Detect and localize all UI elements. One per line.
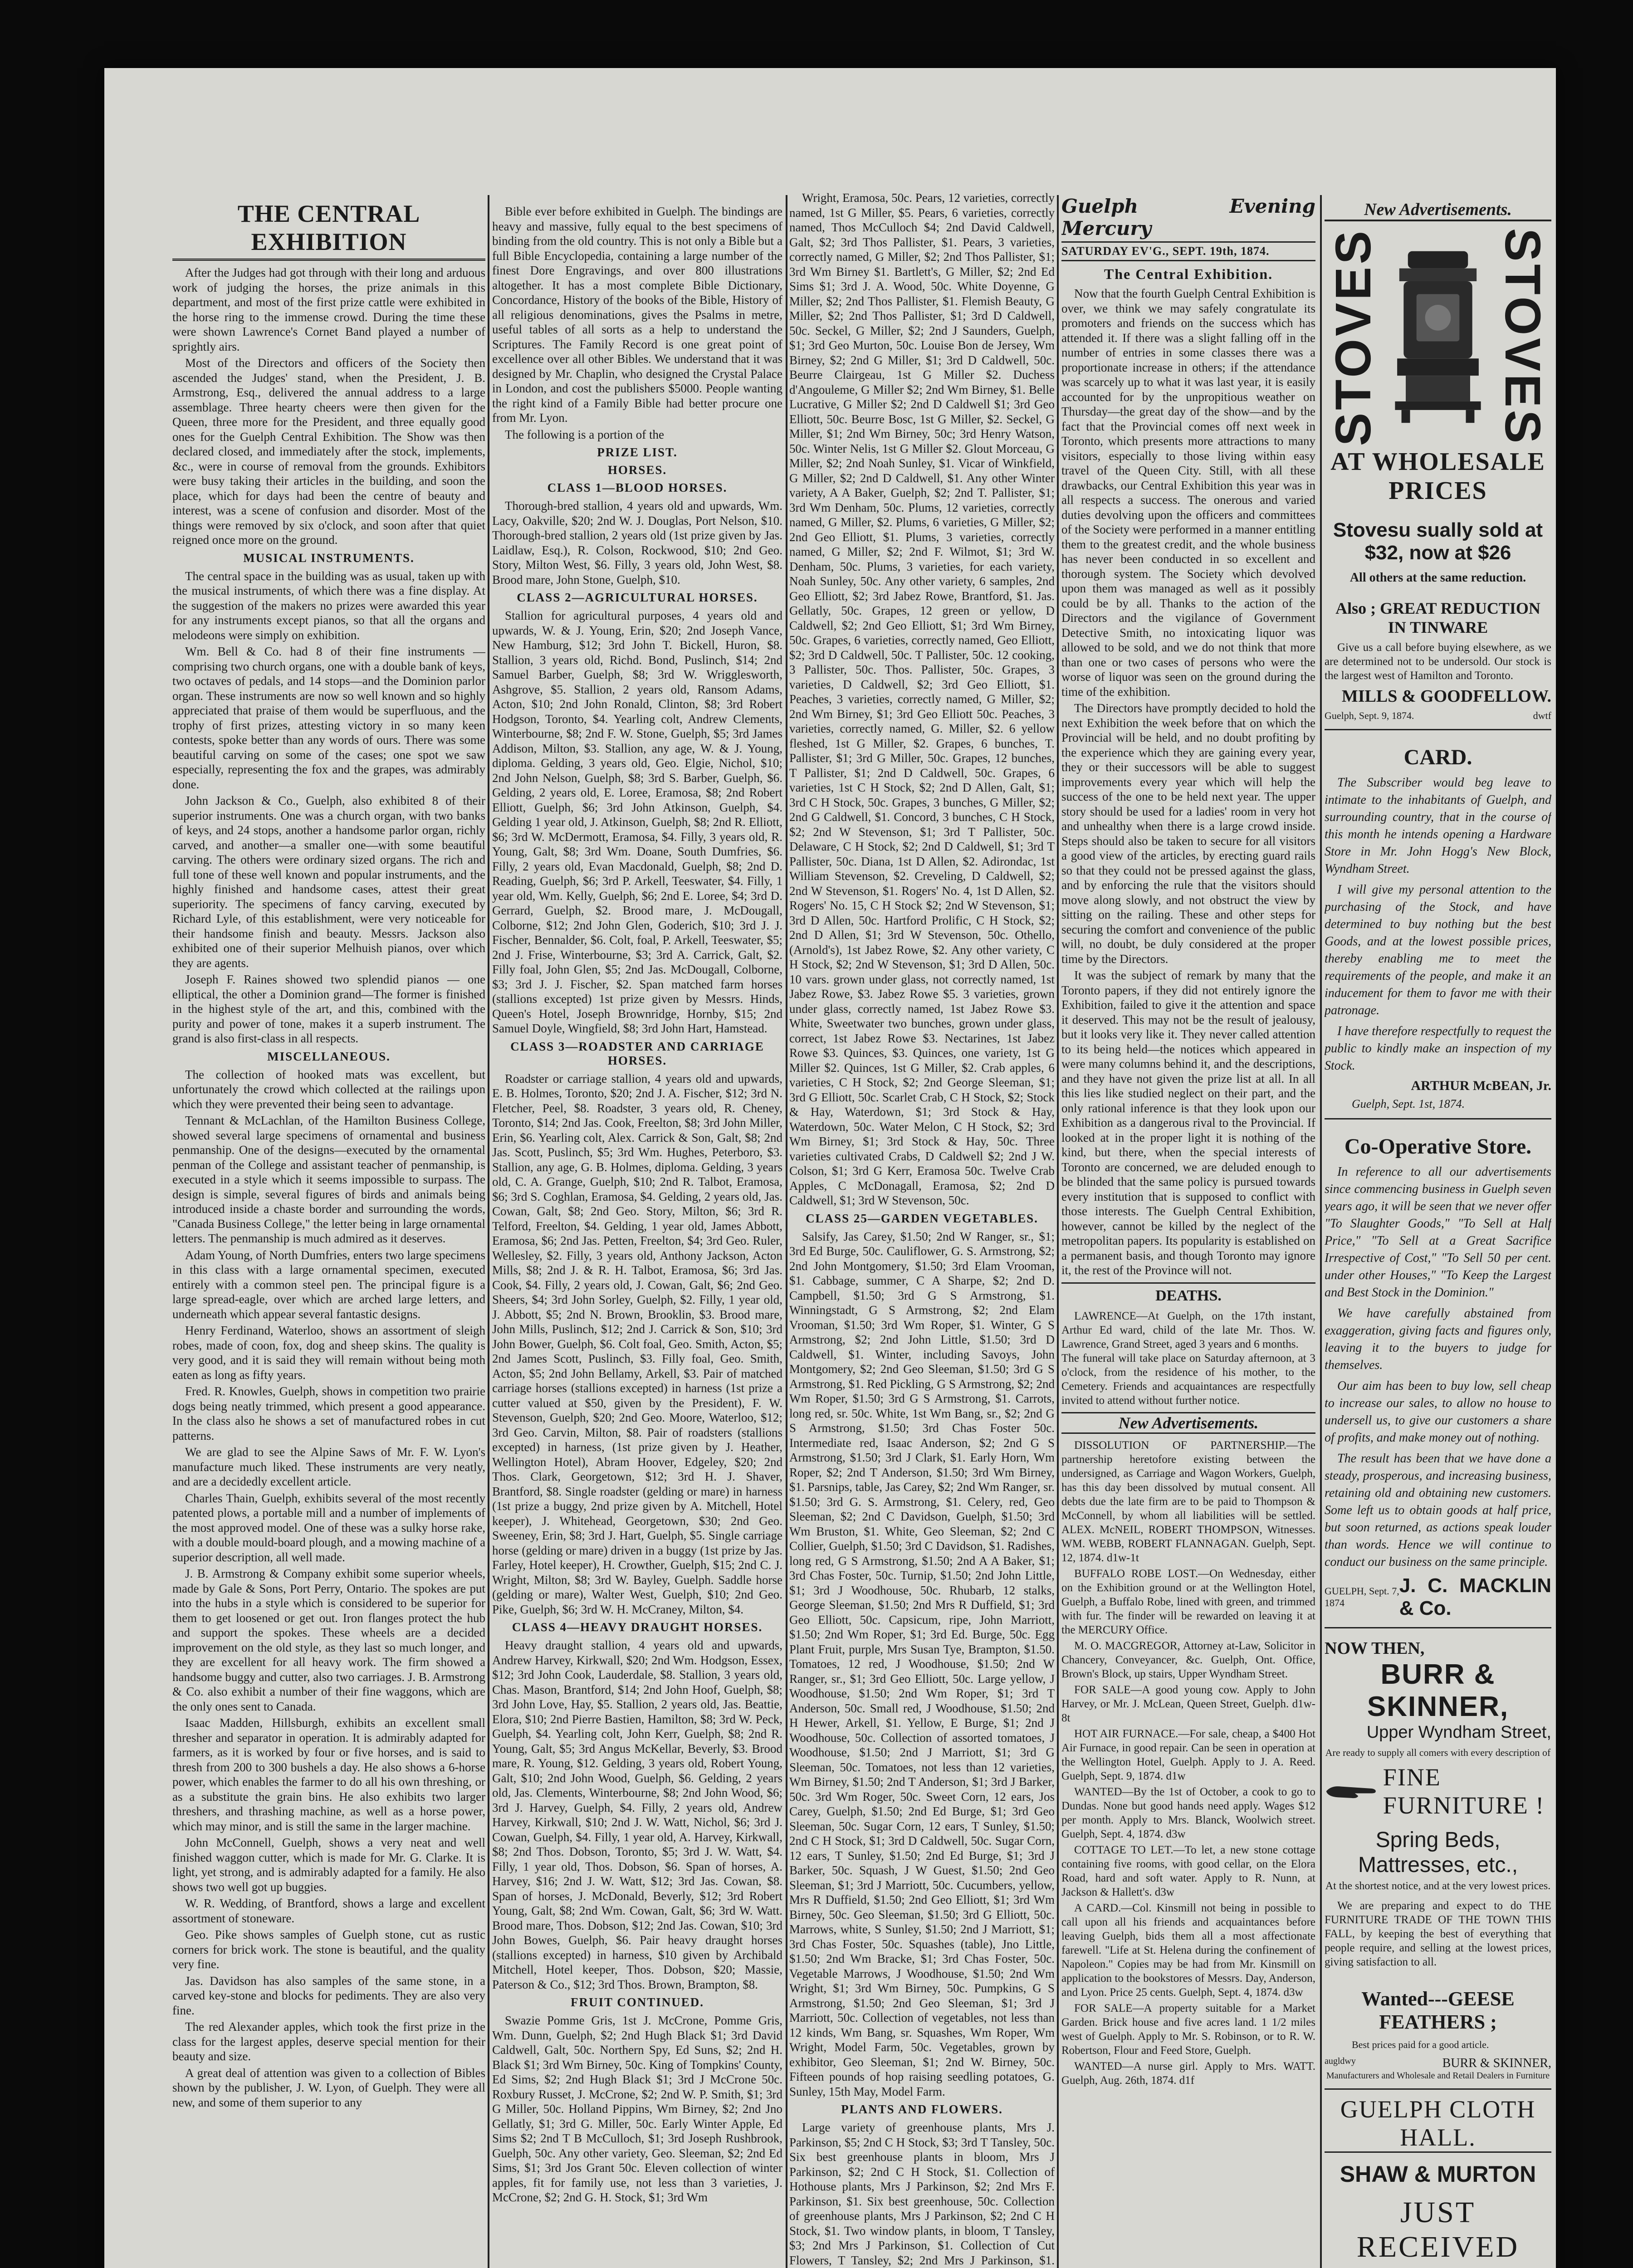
coop-date: GUELPH, Sept. 7, 1874 <box>1325 1585 1399 1608</box>
tinware-banner: Also ; GREAT REDUCTION IN TINWARE <box>1335 599 1540 636</box>
card-paragraph: The Subscriber would beg leave to intimate to the inhabitants of Guelph, and surrounding country, that in the course of this month he intends opening a Hardware Store in Mr. John Hogg's New Block, Wyndham Street. <box>1325 776 1551 876</box>
deaths-heading: DEATHS. <box>1061 1282 1315 1305</box>
paragraph: After the Judges had got through with their long and arduous work of judging the horses, the prize animals in this department, and most of the first prize cattle were exhibited in the horse ring to the immense crowd. During the time these were shown Lawrence's Cornet Band played a number of sprightly airs. <box>172 266 485 353</box>
section-subhead: HORSES. <box>607 463 667 477</box>
pointing-hand-icon <box>1325 1778 1379 1805</box>
paragraph: Bible ever before exhibited in Guelph. The bindings are heavy and massive, fully equal to the best specimens of binding from the old country. This is not only a Bible but a full Bible Encyclopedia, containing a large number of the finest Dore Engravings, and over 800 illustrations altogether. It has a most complete Bible Dictionary, Concordance, History of the books of the Bible, History of all religious denominations, gives the Psalms in metre, useful tables of all sorts as a help to understand the Scriptures. The Family Record is one great point of excellence over all other Bibles. We understand that it was designed by Mr. Chaplin, who designed the Crystal Palace in London, and cost the publishers $5000. People wanting the right kind of a Family Bible had better procure one from Mr. Lyon. <box>492 205 782 425</box>
paragraph: Most of the Directors and officers of the Society then ascended the Judges' stand, when the President, J. B. Armstrong, Esq., delivered the annual address to a large assemblage. Three hearty cheers were then given for the Queen, three more for the President, and three equally good ones for the Guelph Central Exhibition. The Show was then declared closed, and immediately after the stock, implements, &c., were in course of removal from the grounds. Exhibitors were busy taking their articles in the building, and soon the place, which for days had been the centre of beauty and interest, was a scene of confusion and disorder. Most of the things were removed by six o'clock, and soon after that quiet reigned once more on the ground. <box>172 356 485 547</box>
article-paragraphs <box>492 2013 782 2205</box>
card-paragraph: I will give my personal attention to the purchasing of the Stock, and have determined to buy nothing but the best Goods, and at the lowest possible prices, thereby enabling me to meet the requirements of the people, and make it an inducement for them to favor me with their patronage. <box>1325 883 1551 1017</box>
now-then-label: NOW THEN, <box>1325 1639 1425 1658</box>
class-heading: CLASS 25—GARDEN VEGETABLES. <box>806 1211 1038 1225</box>
paragraph: A CARD.—Col. Kinsmill not being in possible to call upon all his friends and acquaintances before leaving Guelph, bids them all a most affectionate farewell. "Life at St. Helena during the confinement of Napoleon." Copies may be had from Mr. Kinsmill on application to the bookstores of Messrs. Day, Anderson, and Lyon. Price 25 cents. Guelph, Sept. 4, 1874. d3w <box>1061 1901 1315 1999</box>
article-paragraphs <box>492 608 782 1036</box>
coop-paragraph: Our aim has been to buy low, sell cheap to increase our sales, to allow no house to undersell us, to give our customers a share of profits, and make money out of nothing. <box>1325 1379 1551 1445</box>
column-rule <box>1320 195 1322 2268</box>
column-rule <box>488 195 489 2268</box>
reduction-note: All others at the same reduction. <box>1349 571 1526 585</box>
stoves-word-left: STOVES <box>1325 228 1381 446</box>
cooperative-store-advertisement <box>1325 1125 1551 1628</box>
card-title: CARD. <box>1403 745 1472 769</box>
class-heading: PLANTS AND FLOWERS. <box>841 2102 1003 2116</box>
burr-code: augldwy <box>1325 2056 1356 2066</box>
paragraph: Salsify, Jas Carey, $1.50; 2nd W Ranger, sr., $1; 3rd Ed Burge, 50c. Cauliflower, G. S. Armstrong, $2; 2nd John Montgomery, $1.50; 3rd Elam Vrooman, $1. Cabbage, summer, C A Sharpe, $2; 2nd D. Campbell, $1.50; 3rd G S Armstrong, $1. Winningstadt, G S Armstrong, $2; 2nd Elam Vrooman, $1.50; 3rd Wm Roper, $1. Winter, G S Armstrong, $2; 2nd John Little, $1.50; 3rd D Caldwell, $1. Winter, including Savoys, John Montgomery, $2; 2nd Geo Sleeman, $1.50; 3rd G S Armstrong, $1. Red Pickling, G S Armstrong, $2; 2nd Wm Roper, $1.50; 3rd G S Armstrong, $1. Carrots, long red, sr. 50c. White, 1st Wm Bang, sr., $2; 2nd G S Armstrong, $1.50; 3rd Chas Foster 50c. Intermediate red, Isaac Anderson, $2; 2nd G S Armstrong, $1.50; 3rd J Clark, $1. Early Horn, Wm Roper, $2; 2nd T Anderson, $1.50; 3rd Wm Birney, $1. Parsnips, table, Jas Carey, $2; 2nd Wm Ranger, sr. $1.50; 3rd G. S. Armstrong, $1. Celery, red, Geo Sleeman, $2; 2nd C Davidson, Guelph, $1.50; 3rd Wm Bruston, $1. White, Geo Sleeman, $2; 2nd C Collier, Guelph, $1.50; 3rd C Davidson, $1. Radishes, long red, G S Armstrong, $1.50; 2nd A A Baker, $1; 3rd Chas Foster, 50c. Turnip, $1.50; 2nd John Little, $1; 3rd J Woodhouse, 50c. Rhubarb, 12 stalks, George Sleeman, $1.50; 2nd Mrs R Duffield, $1; 3rd Geo Elliott, 50c. Capsicum, ripe, John Marriott, $1.50; 2nd Wm Roper, $1; 3rd Ed. Burge, 50c. Egg Plant Fruit, purple, Mrs Susan Tye, Brampton, $1.50. Tomatoes, 12 red, J Woodhouse, $1.50; 2nd W Ranger, sr., $1; 3rd Geo Elliott, 50c. Large yellow, J Woodhouse, $1.50; 2nd Wm Roper, $1; 3rd T Anderson, 50c. Small red, J Woodhouse, $1.50; 2nd H Hewer, Arkell, $1. Yellow, E Burge, $1; 2nd J Woodhouse, 50c. Collection of assorted tomatoes, J Woodhouse, $1.50; 2nd J Marriott, $1; 3rd G Sleeman, 50c. Tomatoes, not less than 12 varieties, Wm Birney, $1.50; 2nd T Anderson, $1; 3rd J Barker, 50c. 3rd Wm Roger, 50c. Sweet Corn, 12 ears, Jos Carey, Guelph, $1.50; 2nd Ed Burge, $1; 3rd Geo Sleeman, 50c. Sugar Corn, 12 ears, T Sunley, $1.50; 2nd C H Stock, $1; 3rd D Caldwell, 50c. Sugar Corn, 12 ears, T Sunley, $1.50; 2nd Ed Burge, $1; 3rd J Barker, 50c. Squash, J W Guest, $1.50; 2nd Geo Sleeman, $1; 3rd J Marriott, 50c. Cucumbers, yellow, Mrs R Duffield, $1.50; 2nd Geo Elliott, $1; 3rd Wm Birney, 50c. Geo Sleeman, $1.50; 3rd G Elliott, 50c. Marrows, white, S Sunley, $1.50; 2nd J Marriott, $1; 3rd Chas Foster, 50c. Squashes (table), Jno Little, $1.50; 2nd Wm Bracke, $1; 3rd Chas Foster, 50c. Vegetable Marrows, J Woodhouse, $1.50; 2nd Wm Wright, $1; 3rd Wm Birney, 50c. Pumpkins, G S Armstrong, $1.50; 2nd Geo Sleeman, $1; 3rd J Marriott, 50c. Collection of vegetables, not less than 12 kinds, Wm Bang, sr. Squashes, Wm Roper, Wm Wright, Model Farm, 50c. Vegetables, grown by exhibitor, Geo Sleeman, $1; 2nd W. Birney, 50c. Fifteen pounds of hop raising seedling potatoes, G. Sunley, 15th May, Model Farm. <box>789 1229 1055 2098</box>
newspaper-masthead: Guelph Evening Mercury <box>1061 195 1315 240</box>
paragraph: Thorough-bred stallion, 4 years old and upwards, Wm. Lacy, Oakville, $20; 2nd W. J. Douglas, Port Nelson, $10. Thorough-bred stallion, 2 years old (1st prize given by Jas. Laidlaw, Esq.), R. Colson, Rockwood, $10; 2nd Geo. Story, Milton West, $6. Filly, 3 years old, John West, $8. Brood mare, John Stone, Guelph, $10. <box>492 499 782 587</box>
paragraph: M. O. MACGREGOR, Attorney at-Law, Solicitor in Chancery, Conveyancer, &c. Guelph, Ont. Office, Brown's Block, up stairs, Upper Wyndham Street. <box>1061 1639 1315 1680</box>
paragraph: It was the subject of remark by many that the Toronto papers, if they did not entirely ignore the Exhibition, failed to give it the attention and space it deserved. This may not be the result of jealousy, but it looks very like it. They never called attention to its being held—the notices which appeared in were many columns behind it, and the descriptions, and they have not given the prize list at all. In all this lies like studied neglect on their part, and the only rational inference is that they look upon our Exhibition as a dangerous rival to the Provincial. If looked at in the proper light it is nothing of the kind, but there, when the special interests of Toronto are concerned, we are deluded enough to be blinded that the same policy is pursued towards every institution that is supposed to conflict with those interests. The Guelph Central Exhibition, however, cannot be killed by the neglect of the metropolitan papers. Its popularity is established on a permanent basis, and though Toronto may ignore it, the rest of the Province will not. <box>1061 968 1315 1277</box>
wholesale-prices-banner: AT WHOLESALE PRICES <box>1330 448 1545 505</box>
paragraph: Henry Ferdinand, Waterloo, shows an assortment of sleigh robes, made of coon, fox, dog and sheep skins. The quality is very good, and it is said they will remain without being moth eaten as long as fifty years. <box>172 1324 485 1382</box>
paragraph: FOR SALE—A good young cow. Apply to John Harvey, or Mr. J. McLean, Queen Street, Guelph. d1w-8t <box>1061 1683 1315 1724</box>
cloth-hall-advertisement <box>1325 2095 1551 2268</box>
paragraph: WANTED—By the 1st of October, a cook to go to Dundas. None but good hands need apply. Wages $12 per month. Apply to Mrs. Blanck, Woolwich street. Guelph, Sept. 4, 1874. d3w <box>1061 1785 1315 1840</box>
paragraph: Swazie Pomme Gris, 1st J. McCrone, Pomme Gris, Wm. Dunn, Guelph, $2; 2nd Hugh Black $1; 3rd David Caldwell, Galt, 50c. Northern Spy, Ed Suns, $2; 2nd H. Black $1; 3rd Wm Birney, 50c. King of Tompkins' County, Ed Sims, $2; 2nd Hugh Black $1; 3rd J McCrone 50c. Roxbury Russet, J. McCrone, $2; 2nd W. P. Smith, $1; 3rd G Miller, 50c. Holland Pippins, Wm Birney, $2; 2nd Jno Gellatly, $1; 3rd G. Miller, 50c. Early Winter Apple, Ed Sims $2; 2nd T B McCulloch, $1; 3rd Joseph Rushbrook, Guelph, 50c. Any other variety, Geo. Sleeman, $2; 2nd Ed Sims, $1; 3rd Jos Grant 50c. Eleven collection of winter apples, fit for family use, not less than 3 varieties, J. McCrone, $2; 2nd G. H. Stock, $1; 3rd Wm <box>492 2014 782 2204</box>
fine-furniture-banner: FINE FURNITURE ! <box>1383 1764 1545 1819</box>
article-paragraphs <box>789 191 1055 1208</box>
shaw-murton-title: SHAW & MURTON <box>1340 2161 1536 2187</box>
class-heading: CLASS 4—HEAVY DRAUGHT HORSES. <box>512 1620 763 1634</box>
coop-paragraph: The result has been that we have done a steady, prosperous, and increasing business, retaining old and obtaining new customers. Some left us to obtain goods at half price, but soon returned, as actions speak louder than words. Hence we will continue to conduct our business on the same principle. <box>1325 1452 1551 1569</box>
paragraph: Isaac Madden, Hillsburgh, exhibits an excellent small thresher and separator in operation. It is admirably adapted for farmers, as it is worked by four or five horses, and is said to thresh from 200 to 300 bushels a day. He also shows a 6-horse power, which enables the farmer to do all his own threshing, or as a substitute the grain bins. He also exhibits two larger threshers, and thrashing machine, as well as a horse power, which may minor, and is still the same in the larger machine. <box>172 1716 485 1833</box>
column-rule <box>1057 195 1059 2268</box>
editorial-title: The Central Exhibition. <box>1104 266 1273 282</box>
article-headline: THE CENTRAL EXHIBITION <box>172 200 485 261</box>
column-4 <box>1061 195 1315 2268</box>
paragraph: Roadster or carriage stallion, 4 years old and upwards, E. B. Holmes, Toronto, $20; 2nd J. A. Fischer, $12; 3rd N. Fletcher, Peel, $8. Roadster, 3 years old, R. Cheney, Toronto, $14; 2nd Jas. Cook, Freelton, $8; 3rd John Miller, Erin, $6. Yearling colt, Alex. Carrick & Son, Galt, $8; 2nd Jas. Scott, Puslinch, $5; 3rd Wm. Hughes, Peterboro, $3. Stallion, any age, G. B. Holmes, diploma. Gelding, 3 years old, C. A. Grange, Guelph, $10; 2nd R. Talbot, Eramosa, $6; 3rd S. Coghlan, Eramosa, $4. Gelding, 2 years old, Jas. Cowan, Galt, $8; 2nd Geo. Story, Milton, $6; 3rd R. Telford, Freelton, $4. Gelding, 1 year old, James Abbott, Eramosa, $6; 2nd Jas. Petten, Freelton, $4; 3rd Geo. Ruler, Wellesley, $2. Filly, 3 years old, Anthony Jackson, Acton Mills, $8; 2nd J. & R. H. Talbot, Eramosa, $6; 3rd Jas. Cook, $4. Filly, 2 years old, J. Cowan, Galt, $6; 2nd Geo. Sheers, $4; 3rd John Sorley, Guelph, $2. Filly, 1 year old, J. Abbott, $5; 2nd N. Brown, Brooklin, $3. Brood mare, John Mills, Puslinch, $12; 2nd J. Carrick & Son, $10; 3rd John Bower, Guelph, $6. Colt foal, Geo. Smith, Acton, $5; 2nd James Scott, Puslinch, $3. Filly foal, Geo. Smith, Acton, $5; 2nd John Bellamy, Arkell, $3. Pair of matched carriage horses (stallions excepted) in harness (1st prize a cutter valued at $50, given by the President), F. W. Stevenson, Guelph, $20; 2nd Geo. Moore, Waterloo, $12; 3rd Geo. Carvin, Milton, $8. Pair of roadsters (stallions excepted) in harness, (1st prize given by J. Heather, Wellington Hotel), Abram Hoover, Edgeley, $20; 2nd Thos. Clark, Georgetown, $12; 3rd H. J. Shaver, Brantford, $8. Single roadster (gelding or mare) in harness (1st prize a buggy, 2nd prize given by A. Mitchell, Hotel keeper), J. Whitehead, Georgetown, $30; 2nd Geo. Sweeney, Erin, $8; 3rd J. Hart, Guelph, $5. Single carriage horse (gelding or mare) driven in a buggy (1st prize by Jas. Farley, Hotel keeper), H. Crowther, Guelph, $15; 2nd C. J. Wright, Milton, $8; 3rd W. Bayley, Guelph. Saddle horse (gelding or mare), Walter West, Guelph, $10; 2nd Geo. Pike, Guelph, $6; 3rd W. H. McCraney, Milton, $4. <box>492 1071 782 1616</box>
coop-title: Co-Operative Store. <box>1344 1134 1532 1158</box>
class-heading: FRUIT CONTINUED. <box>570 1995 704 2009</box>
column-3 <box>789 191 1055 2268</box>
column-1 <box>172 200 485 2268</box>
burr-prepare-note: We are preparing and expect to do THE FURNITURE TRADE OF THE TOWN THIS FALL, by keeping the best of everything that people require, and selling at the lowest prices, giving satisfaction to all. <box>1325 1900 1551 1968</box>
article-paragraphs <box>172 1067 485 2110</box>
card-advertisement <box>1325 736 1551 1119</box>
paragraph: Large variety of greenhouse plants, Mrs J. Parkinson, $5; 2nd C H Stock, $3; 3rd T Tansley, 50c. Six best greenhouse plants in bloom, Mrs J Parkinson, $2; 2nd C H Stock, $1. Collection of Hothouse plants, Mrs J Parkinson, $2; 2nd Mrs F. Parkinson, $1. Six best greenhouse, 50c. Collection of greenhouse plants, Mrs J Parkinson, $2; 2nd C H Stock, $1. Two window plants, in bloom, T Tansley, $3; 2nd Mrs J Parkinson, $1. Collection of Cut Flowers, T Tansley, $2; 2nd Mrs J Parkinson, $1. <box>789 2121 1055 2267</box>
coop-paragraph: We have carefully abstained from exaggeration, giving facts and figures only, leaving it to the buyers to judge for themselves. <box>1325 1306 1551 1372</box>
class-heading: CLASS 3—ROADSTER AND CARRIAGE HORSES. <box>510 1039 764 1067</box>
paragraph: The red Alexander apples, which took the first prize in the class for the largest apples, deserve special mention for their beauty and size. <box>172 2020 485 2063</box>
paragraph: DISSOLUTION OF PARTNERSHIP.—The partnership heretofore existing between the undersigned, as Carriage and Wagon Workers, Guelph, has this day been dissolved by mutual consent. All debts due the late firm are to be paid to Thompson & McConnell, by whom all liabilities will be settled. ALEX. McNEIL, ROBERT THOMPSON, Witnesses. WM. WEBB, ROBERT FLANNAGAN. Guelph, Sept. 12, 1874. d1w-1t <box>1061 1439 1315 1564</box>
stoves-word-right: STOVES <box>1495 228 1550 446</box>
tinware-note: Give us a call before buying elsewhere, as we are determined not to be undersold. Our stock is the largest west of Hamilton and Toronto. <box>1325 641 1551 682</box>
paragraph: Charles Thain, Guelph, exhibits several of the most recently patented plows, a portable mill and a number of implements of the most approved model. One of these was a sulky horse rake, with a double mould-board plough, and a mowing machine of a superior description, all well made. <box>172 1491 485 1564</box>
mills-goodfellow-signature: MILLS & GOODFELLOW. <box>1341 687 1551 706</box>
paragraph: The Directors have promptly decided to hold the next Exhibition the week before that on which the Provincial will be held, and no doubt profiting by the experience which they are gaining every year, they or their successors will be able to suggest improvements every year which will help the success of the one to be held next year. The upper story should be used for a ladies' room in very hot and unhealthy when there is a large crowd inside. Steps should also be taken to secure for all visitors a good view of the articles, by erecting guard rails so that they could not be pressed against the glass, and by enforcing the rule that the visitors should move along slowly, and not obstruct the view by sitting on the railing. These and other steps for securing the comfort and convenience of the public will, no doubt, be duly considered at the proper time by the Directors. <box>1061 701 1315 966</box>
burr-skinner-title: BURR & SKINNER, <box>1367 1659 1509 1722</box>
macklin-signature: J. C. MACKLIN & Co. <box>1399 1574 1551 1619</box>
paragraph: Tennant & McLachlan, of the Hamilton Business College, showed several large specimens of ornamental and business penmanship. One of the designs—executed by the ornamental penman of the College and assistant teacher of penmanship, is executed in a style which it seems impossible to surpass. The design is simple, several figures of birds and animals being introduced inside a chaste border and surrounding the words, "Canada Business College," the letter being in large ornamental letters. The penmanship is much admired as it deserves. <box>172 1114 485 1245</box>
article-paragraphs <box>789 1229 1055 2099</box>
article-paragraphs <box>492 204 782 442</box>
paragraph: Fred. R. Knowles, Guelph, shows in competition two prairie dogs being neatly trimmed, which present a good appearance. In the class also he shows a set of manufactured robes in cut patterns. <box>172 1384 485 1442</box>
paragraph: BUFFALO ROBE LOST.—On Wednesday, either on the Exhibition ground or at the Wellington Hotel, Guelph, a Buffalo Robe, lined with green, and trimmed with fur. The finder will be rewarded on leaving it at the MERCURY Office. <box>1061 1567 1315 1636</box>
mills-code: dwtf <box>1533 710 1551 721</box>
paragraph: The central space in the building was as usual, taken up with the musical instruments, of which there was a fine display. At the suggestion of the makers no prizes were awarded this year for any instruments except pianos, so that all the organs and melodeons were simply on exhibition. <box>172 569 485 642</box>
burr-manufacturers-note: Manufacturers and Wholesale and Retail Dealers in Furniture <box>1326 2071 1550 2081</box>
paragraph: Adam Young, of North Dumfries, enters two large specimens in this class with a large ornamental specimen, executed entirely with a common steel pen. The principal figure is a large spread-eagle, over which are arched large letters, and underneath which appear several fantastic designs. <box>172 1248 485 1321</box>
paragraph: W. R. Wedding, of Brantford, shows a large and excellent assortment of stoneware. <box>172 1897 485 1925</box>
dateline: SATURDAY EV'G., SEPT. 19th, 1874. <box>1061 241 1315 261</box>
article-paragraphs <box>492 1071 782 1617</box>
paragraph: J. B. Armstrong & Company exhibit some superior wheels, made by Gale & Sons, Port Perry, Ontario. The spokes are put into the hubs in a style which is considered to be superior for them to get loosened or get out. Iron flanges protect the hub and support the spokes. These wheels are a decided improvement on the old style, as they last so much longer, and they are excellent for all heavy work. The firm showed a handsome buggy and cutter, also two carriages. J. B. Armstrong & Co. also exhibit a number of their fine waggons, which are the only ones sent to Canada. <box>172 1567 485 1713</box>
paragraph: A great deal of attention was given to a collection of Bibles shown by the publisher, J. W. Lyon, of Guelph. They were all new, and some of them superior to any <box>172 2066 485 2109</box>
stove-illustration-icon <box>1382 242 1494 432</box>
article-paragraphs <box>172 265 485 547</box>
new-advertisements-heading: New Advertisements. <box>1325 200 1551 221</box>
paragraph: Heavy draught stallion, 4 years old and upwards, Andrew Harvey, Kirkwall, $20; 2nd Wm. Hodgson, Essex, $12; 3rd John Cook, Lauderdale, $8. Stallion, 3 years old, Chas. Mason, Brantford, $14; 2nd John Hoof, Guelph, $8; 3rd John Love, Hay, $5. Stallion, 2 years old, Jas. Beattie, Elora, $10; 2nd Pierre Bastien, Hamilton, $8; 3rd W. Peck, Guelph, $4. Yearling colt, John Kerr, Guelph, $8; 2nd R. Young, Galt, $5; 3rd Angus McKellar, Beverly, $3. Brood mare, R. Young, $12. Gelding, 3 years old, Robert Young, Galt, $10; 2nd John Wood, Guelph, $6. Gelding, 2 years old, Jas. Clements, Winterbourne, $8; 2nd John Wood, $6; 3rd J. Harvey, Guelph, $4. Filly, 2 years old, Andrew Harvey, Kirkwall, $10; 2nd J. W. Watt, Nichol, $6; 3rd J. Cowan, Guelph, $4. Filly, 1 year old, A. Harvey, Kirkwall, $8; 2nd Thos. Dobson, Toronto, $5; 3rd J. W. Watt, $4. Filly, 1 year old, Thos. Dobson, $6. Span of horses, A. Harvey, $16; 2nd J. W. Watt, $12; 3rd Jas. Cowan, $8. Span of horses, J. McDonald, Beverly, $12; 3rd Robert Young, Galt, $8; 2nd Wm. Cowan, Galt, $6; 3rd W. Watt. Brood mare, Thos. Dobson, $12; 2nd Jas. Cowan, $10; 3rd John Bowes, Guelph, $6. Pair heavy draught horses (stallions excepted) in harness, $10 given by Archibald Mitchell, Hotel keeper, Thos. Dobson, $20; Massie, Paterson & Co., $12; 3rd Thos. Brown, Brampton, $8. <box>492 1638 782 1991</box>
geese-note: Best prices paid for a good article. <box>1352 2039 1489 2050</box>
classified-ads <box>1061 1438 1315 2087</box>
geese-feathers-wanted: Wanted---GEESE FEATHERS ; <box>1361 1988 1515 2033</box>
class-heading: CLASS 2—AGRICULTURAL HORSES. <box>517 591 758 604</box>
burr-signature: BURR & SKINNER, <box>1442 2056 1551 2070</box>
stove-price-line: Stovesu sually sold at $32, now at $26 <box>1333 519 1543 564</box>
paragraph: HOT AIR FURNACE.—For sale, cheap, a $400 Hot Air Furnace, in good repair. Can be seen in operation at the Wellington Hotel, Guelph. Apply to J. A. Reed. Guelph, Sept. 9, 1874. d1w <box>1061 1727 1315 1782</box>
article-paragraphs <box>172 569 485 1046</box>
article-paragraphs <box>492 1638 782 1992</box>
column-5 <box>1325 200 1551 2268</box>
paragraph: WANTED—A nurse girl. Apply to Mrs. WATT. Guelph, Aug. 26th, 1874. d1f <box>1061 2060 1315 2087</box>
column-2 <box>492 204 782 2268</box>
mills-date: Guelph, Sept. 9, 1874. <box>1325 710 1414 721</box>
spring-beds-line: Spring Beds, Mattresses, etc., <box>1358 1828 1518 1877</box>
column-rule <box>786 195 787 2268</box>
paragraph: Wright, Eramosa, 50c. Pears, 12 varieties, correctly named, 1st G Miller, $5. Pears, 6 varieties, correctly named, Thos McCulloch $4; 2nd David Caldwell, Galt, $2; 3rd Thos Pallister, $1. Pears, 3 varieties, correctly named, G Miller, $2; 2nd Thos Pallister, $1; 3rd Wm Birney $1. Bartlett's, G Miller, $2; 2nd Ed Sims $1; 3rd J. A. Wood, 50c. White Doyenne, G Miller, $2; 2nd Thos Pallister, $1. Flemish Beauty, G Miller, $2; 2nd Thos Pallister, $1; 3rd D Caldwell, 50c. Seckel, G Miller, $2; 2nd J Saunders, Guelph, $1; 3rd Geo Murton, 50c. Louise Bon de Jersey, Wm Birney, $2; 2nd G Miller, $1; 3rd D Caldwell, 50c. Beurre Clairgeau, 1st G Miller $2. Duchess d'Angouleme, G Miller $2; 2nd Wm Birney, $1. Belle Lucrative, G Miller $2; 2nd D Caldwell $1; 3rd Geo Elliott, 50c. Beurre Bosc, 1st G Miller, $2. Seckel, G Miller, $1; 2nd Wm Birney, 50c; 3rd Henry Watson, 50c. Winter Nelis, 1st G Miller $2. Glout Morceau, G Miller, $2; 2nd Noah Sunley, $1. Vicar of Winkfield, G Miller, $2; 2nd D Caldwell, $1. Any other Winter variety, A A Baker, Guelph, $2; 2nd T. Pallister, $1; 3rd Wm Denham, 50c. Plums, 12 varieties, correctly named, G Miller, $2. Plums, 6 varieties, G Miller, $2; 2nd Geo Elliott, $1. Plums, 3 varieties, correctly named, G Miller, $2; 2nd F. Wilmot, $1; 3rd W. Denham, 50c. Plums, 3 varieties, for each variety, Noah Sunley, 50c. Any other variety, 6 samples, 2nd Geo Elliott, $2; 3rd Jabez Rowe, Brantford, $1. Jas. Gellatly, 50c. Grapes, 12 green or yellow, D Caldwell, $2; 2nd Geo Elliott, $1; 3rd Wm Birney, 50c. Grapes, 6 varieties, correctly named, Geo Elliott, $2; 3rd D Caldwell, 50c. T Pallister, 50c. 12 cooking, 3 Pallister, 50c. Thos. Pallister, 50c. Grapes, 3 varieties, D Caldwell, $2; 3rd Geo Elliott, $1. Peaches, 3 varieties, correctly named, G Miller, $2; 2nd Wm Birney, $1; 3rd Geo Elliott 50c. Peaches, 3 varieties, correctly named, G. Miller, $2. 6 yellow fleshed, 1st G Miller, $2. Grapes, 6 bunches, T. Pallister, $1; 3rd G Miller, 50c. Grapes, 12 bunches, T Pallister, $1; 2nd D Caldwell, 50c. Grapes, 6 varieties, 1st C H Stock, $2; 2nd D Allen, Galt, $1; 3rd C H Stock, 50c. Grapes, 3 bunches, G Miller, $2; 2nd G Caldwell, $1. Concord, 3 bunches, C H Stock, $2; 2nd W Stevenson, $1; 3rd T Pallister, 50c. Delaware, C H Stock, $2; 2nd D Caldwell, $1; 3rd T Pallister, 50c. Diana, 1st D Allen, $2. Adirondac, 1st William Stevenson, $2. Creveling, D Caldwell, $2; 2nd W Stevenson, $1. Rogers' No. 4, 1st D Allen, $2. Rogers' No. 15, C H Stock $2; 2nd W Stevenson, $1; 3rd D Allen, 50c. Hartford Prolific, C H Stock, $2; 2nd D Allen, $1; 3rd W Stevenson, 50c. Othello, (Arnold's), 1st Jabez Rowe, $2. Any other variety, C H Stock, $2; 2nd W Stevenson, $1; 3rd D Allen, 50c. 10 vars. grown under glass, not correctly named, 1st Jabez Rowe, $3. Jabez Rowe $5. 3 varieties, grown under glass, correctly named, 1st Jabez Rowe $3. White, Sweetwater two bunches, grown under glass, correct, 1st Jabez Rowe $3. Nectarines, 1st Jabez Rowe $3. Quinces, $3. Quinces, one variety, 1st G Miller $2. Quinces, 1st G Miller, $2. Crab apples, 6 varieties, C H Stock, $2; 2nd George Sleeman, $1; 3rd G Elliott, 50c. Scarlet Crab, C H Stock, $2; Stock & Hay, Waterdown, $1; 3rd Stock & Hay, Waterdown, 50c. Water Melon, C H Stock, $2; 3rd Wm Birney, $1; 3rd Stock & Hay, 50c. Three varieties cultivated Crabs, D Caldwell $2; 2nd J W. Colson, $1; 3rd G Kerr, Eramosa 50c. Twelve Crab Apples, C McDonagall, Eramosa, $2; 2nd D Caldwell, $1; 3rd W Stevenson, 50c. <box>789 191 1055 1207</box>
burr-notice: At the shortest notice, and at the very lowest prices. <box>1325 1880 1551 1892</box>
paragraph: COTTAGE TO LET.—To let, a new stone cottage containing five rooms, with good cellar, on the Elora Road, hard and soft water. Apply to R. Nunn, at Jackson & Hallett's. d3w <box>1061 1843 1315 1898</box>
paragraph: FOR SALE—A property suitable for a Market Garden. Brick house and five acres land. 1 1/2 miles west of Guelph. Apply to Mr. S. Robinson, or to R. W. Robertson, Flour and Feed Store, Guelph. <box>1061 2002 1315 2057</box>
stoves-advertisement <box>1325 226 1551 730</box>
card-paragraph: I have therefore respectfully to request the public to kindly make an inspection of my Stock. <box>1325 1024 1551 1073</box>
paragraph: Wm. Bell & Co. had 8 of their fine instruments — comprising two church organs, one with a double bank of keys, two octaves of pedals, and 14 stops—and the Dominion parlor organ. These instruments are now so well known and so highly appreciated that praise of them would be superfluous, and the trophy of first prizes, attesting victory in so many keen contests, spoke better than any words of ours. There was some beautiful carving on some of the cases; one spot we saw especially, representing the fox and the grapes, was admirably done. <box>172 645 485 791</box>
card-date: Guelph, Sept. 1st, 1874. <box>1352 1097 1465 1110</box>
new-advertisements-heading: New Advertisements. <box>1061 1412 1315 1434</box>
burr-street: Upper Wyndham Street, <box>1366 1723 1551 1742</box>
burr-ready-note: Are ready to supply all comers with every description of <box>1325 1747 1551 1758</box>
article-paragraphs <box>789 2120 1055 2268</box>
death-notice: LAWRENCE—At Guelph, on the 17th instant, Arthur Ed ward, child of the late Mr. Thos. W. Lawrence, Grand Street, aged 3 years and 6 months. The funeral will take place on Saturday afternoon, at 3 o'clock, from the residence of his mother, to the Cemetery. Friends and acquaintances are respectfully invited to attend without further notice. <box>1061 1310 1315 1407</box>
paragraph: Joseph F. Raines showed two splendid pianos — one elliptical, the other a Dominion grand—The former is finished in the highest style of the art, and this, combined with the purity and power of tone, makes it a superb instrument. The grand is also first-class in all respects. <box>172 973 485 1045</box>
paragraph: We are glad to see the Alpine Saws of Mr. F. W. Lyon's manufacture much liked. These instruments are very neatly, and are a decidedly excellent article. <box>172 1445 485 1488</box>
paragraph: The collection of hooked mats was excellent, but unfortunately the crowd which collected at the railings upon which they were prevented their being seen to advantage. <box>172 1067 485 1111</box>
paragraph: John Jackson & Co., Guelph, also exhibited 8 of their superior instruments. One was a church organ, with two banks of keys, and 24 stops, another a handsome parlor organ, richly carved, and another—a smaller one—with some beautiful carving. The others were ordinary sized organs. The rich and full tone of these well known and popular instruments, and the highly finished and handsome cases, attest their great superiority. The specimens of fancy carving, executed by Richard Lyle, of this establishment, were very noticeable for their handsome finish and beauty. Messrs. Jackson also exhibited one of their superior Melhuish pianos, over which they are agents. <box>172 794 485 970</box>
newspaper-page <box>104 68 1556 2268</box>
paragraph: John McConnell, Guelph, shows a very neat and well finished waggon cutter, which is made for Mr. G. Clarke. It is light, yet strong, and is admirably adapted for a family. He also shows two well got up buggies. <box>172 1836 485 1894</box>
paragraph: Stallion for agricultural purposes, 4 years old and upwards, W. & J. Young, Erin, $20; 2nd Joseph Vance, New Hamburg, $12; 3rd John T. Bickell, Huron, $8. Stallion, 3 years old, Richd. Bond, Puslinch, $14; 2nd Samuel Barber, Guelph, $8; 3rd W. Wrigglesworth, Ashgrove, $5. Stallion, 2 years old, Ransom Adams, Acton, $10; 2nd John Ronald, Clinton, $8; 3rd Robert Hodgson, Toronto, $4. Yearling colt, Andrew Clements, Winterbourne, $8; 2nd F. W. Stone, Guelph, $5; 3rd James Addison, Milton, $3. Stallion, any age, W. & J. Young, diploma. Gelding, 3 years old, Geo. Elgie, Nichol, $10; 2nd John Nelson, Guelph, $8; 3rd S. Barber, Guelph, $6. Gelding, 2 years old, E. Loree, Eramosa, $8; 2nd Robert Elliott, Guelph, $6; 3rd John Atkinson, Guelph, $4. Gelding 1 year old, J. Atkinson, Guelph, $8; 2nd R. Elliott, $6; 3rd W. McDermott, Eramosa, $4. Filly, 3 years old, R. Young, Galt, $8; 3rd Wm. Doane, South Dumfries, $6. Filly, 2 years old, Evan Macdonald, Guelph, $8; 2nd D. Reading, Guelph, $6; 3rd P. Arkell, Teeswater, $4. Filly, 1 year old, Wm. Kelly, Guelph, $6; 2nd E. Loree, $4; 3rd D. Gerrard, Guelph, $2. Brood mare, J. McDougall, Colborne, $12; 2nd John Glen, Goderich, $10; 3rd J. J. Fischer, Bennalder, $6. Colt, foal, P. Arkell, Teeswater, $5; 2nd J. Frise, Winterbourne, $3; 3rd A. Carrick, Galt, $2. Filly foal, John Glen, $5; 2nd Jas. McDougall, Colborne, $3; 3rd J. J. Fischer, $2. Span matched farm horses (stallions excepted) 1st prize given by Messrs. Hinds, Queen's Hotel, Joseph Brownridge, Hornby, $15; 2nd Samuel Doyle, Wingfield, $8; 3rd John Hart, Hamstead. <box>492 609 782 1035</box>
paragraph: The following is a portion of the <box>505 427 664 441</box>
burr-skinner-advertisement <box>1325 1634 1551 2090</box>
class-heading: CLASS 1—BLOOD HORSES. <box>547 481 728 494</box>
just-received-banner: JUST RECEIVED <box>1356 2196 1520 2263</box>
paragraph: Now that the fourth Guelph Central Exhibition is over, we think we may safely congratulate its promoters and friends on the success which has attended it. If there was a slight falling off in the number of entries in some classes there was a proportionate increase in others; if the attendance was scarcely up to what it was last year, it is easily accounted for by the unpropitious weather on Thursday—the great day of the show—and by the fact that the Provincial comes off next week in Toronto, which presents more attractions to many visitors, especially to those living within easy travel of the Queen City. Still, with all these drawbacks, our Central Exhibition this year was in all respects a success. The onerous and varied duties devolving upon the officers and committees of the Society were performed in a manner entitling them to the greatest credit, and the whole business has never been conducted in so excellent and thorough system. The Society which devolved upon them was managed as well as it possibly could be by all. Thanks to the action of the Directors and the vigilance of Government Detective Smith, no intoxicating liquor was allowed to be sold, and we do not think that more than one or two cases of persons who were the worse of liquor was seen on the ground during the time of the exhibition. <box>1061 287 1315 699</box>
section-subhead: MUSICAL INSTRUMENTS. <box>243 551 415 565</box>
article-paragraphs <box>492 499 782 587</box>
paragraph: Geo. Pike shows samples of Guelph stone, cut as rustic corners for brick work. The stone is beautiful, and the quality very fine. <box>172 1928 485 1971</box>
editorial-paragraphs <box>1061 286 1315 1278</box>
cloth-hall-title: GUELPH CLOTH HALL. <box>1325 2095 1551 2153</box>
paragraph: Jas. Davidson has also samples of the same stone, in a carved key-stone and blocks for pediments. They are also very fine. <box>172 1974 485 2017</box>
prize-list-heading: PRIZE LIST. <box>597 445 678 459</box>
card-signature: ARTHUR McBEAN, Jr. <box>1411 1078 1551 1093</box>
coop-paragraph: In reference to all our advertisements since commencing business in Guelph seven years ago, it will be seen that we never offer "To Slaughter Goods," "To Sell at Half Price," "To Sell at a Great Sacrifice Irrespective of Cost," "To Sell 50 per cent. under other Houses," "To Keep the Largest and Best Stock in the Dominion." <box>1325 1165 1551 1300</box>
section-subhead: MISCELLANEOUS. <box>267 1049 391 1063</box>
